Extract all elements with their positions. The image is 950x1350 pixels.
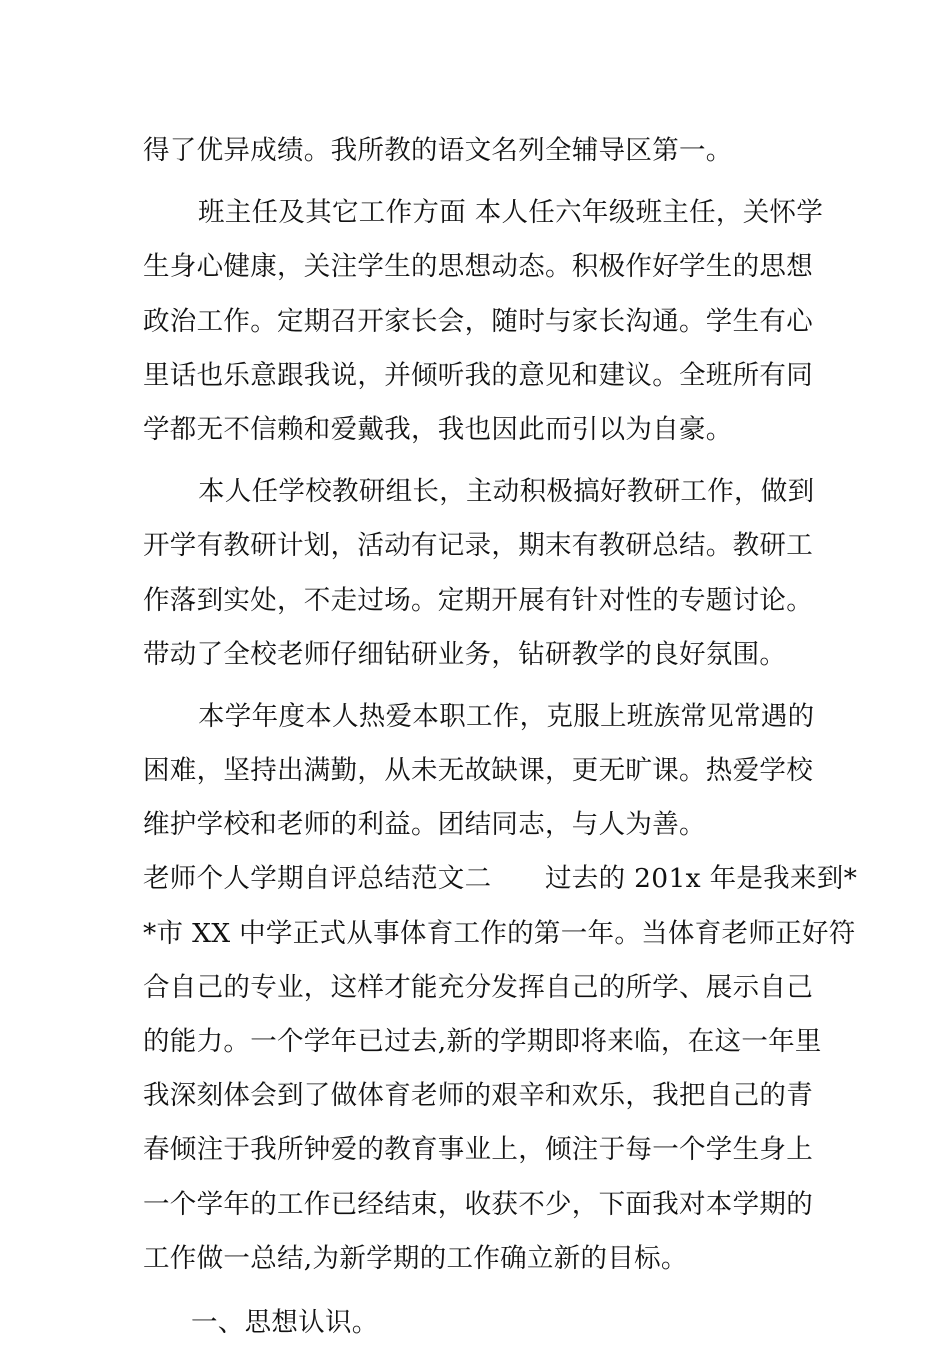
text-line: 作落到实处，不走过场。定期开展有针对性的专题讨论。 [143,584,813,616]
text-line: 学都无不信赖和爱戴我，我也因此而引以为自豪。 [143,413,733,445]
text-line: 得了优异成绩。我所教的语文名列全辅导区第一。 [143,135,733,166]
section-heading-text: 一、思想认识。 [191,1306,379,1338]
text-line: 里话也乐意跟我说，并倾听我的意见和建议。全班所有同 [143,359,813,391]
text-line: 政治工作。定期召开家长会，随时与家长沟通。学生有心 [143,305,813,337]
text-line: 带动了全校老师仔细钻研业务，钻研教学的良好氛围。 [143,638,787,670]
paragraph [143,465,815,682]
text-line: 本学年度本人热爱本职工作，克服上班族常见常遇的 [198,700,815,732]
section-heading [143,1296,811,1350]
text-line: *市 XX 中学正式从事体育工作的第一年。当体育老师正好符 [143,917,856,949]
text-line: 维护学校和老师的利益。团结同志，与人为善。 [143,809,706,841]
paragraph [143,690,815,853]
text-line: 一个学年的工作已经结束，收获不少，下面我对本学期的 [143,1188,813,1220]
text-line: 我深刻体会到了做体育老师的艰辛和欢乐，我把自己的青 [143,1080,813,1112]
text-line: 开学有教研计划，活动有记录，期末有教研总结。教研工 [143,530,813,562]
text-line: 工作做一总结,为新学期的工作确立新的目标。 [143,1242,688,1274]
text-line: 的能力。一个学年已过去,新的学期即将来临，在这一年里 [143,1026,822,1057]
document-body [143,124,858,1350]
paragraph [143,186,824,457]
text-line: 春倾注于我所钟爱的教育事业上，倾注于每一个学生身上 [143,1134,813,1166]
text-line: 合自己的专业，这样才能充分发挥自己的所学、展示自己 [143,971,813,1003]
text-line: 老师个人学期自评总结范文二 过去的 201x 年是我来到* [143,863,858,895]
text-line: 生身心健康，关注学生的思想动态。积极作好学生的思想 [143,251,813,283]
paragraph [143,852,858,1286]
text-line: 困难，坚持出满勤，从未无故缺课，更无旷课。热爱学校 [143,755,813,787]
text-line: 班主任及其它工作方面 本人任六年级班主任，关怀学 [198,197,824,229]
paragraph [143,124,811,178]
text-line: 本人任学校教研组长，主动积极搞好教研工作，做到 [198,476,815,508]
